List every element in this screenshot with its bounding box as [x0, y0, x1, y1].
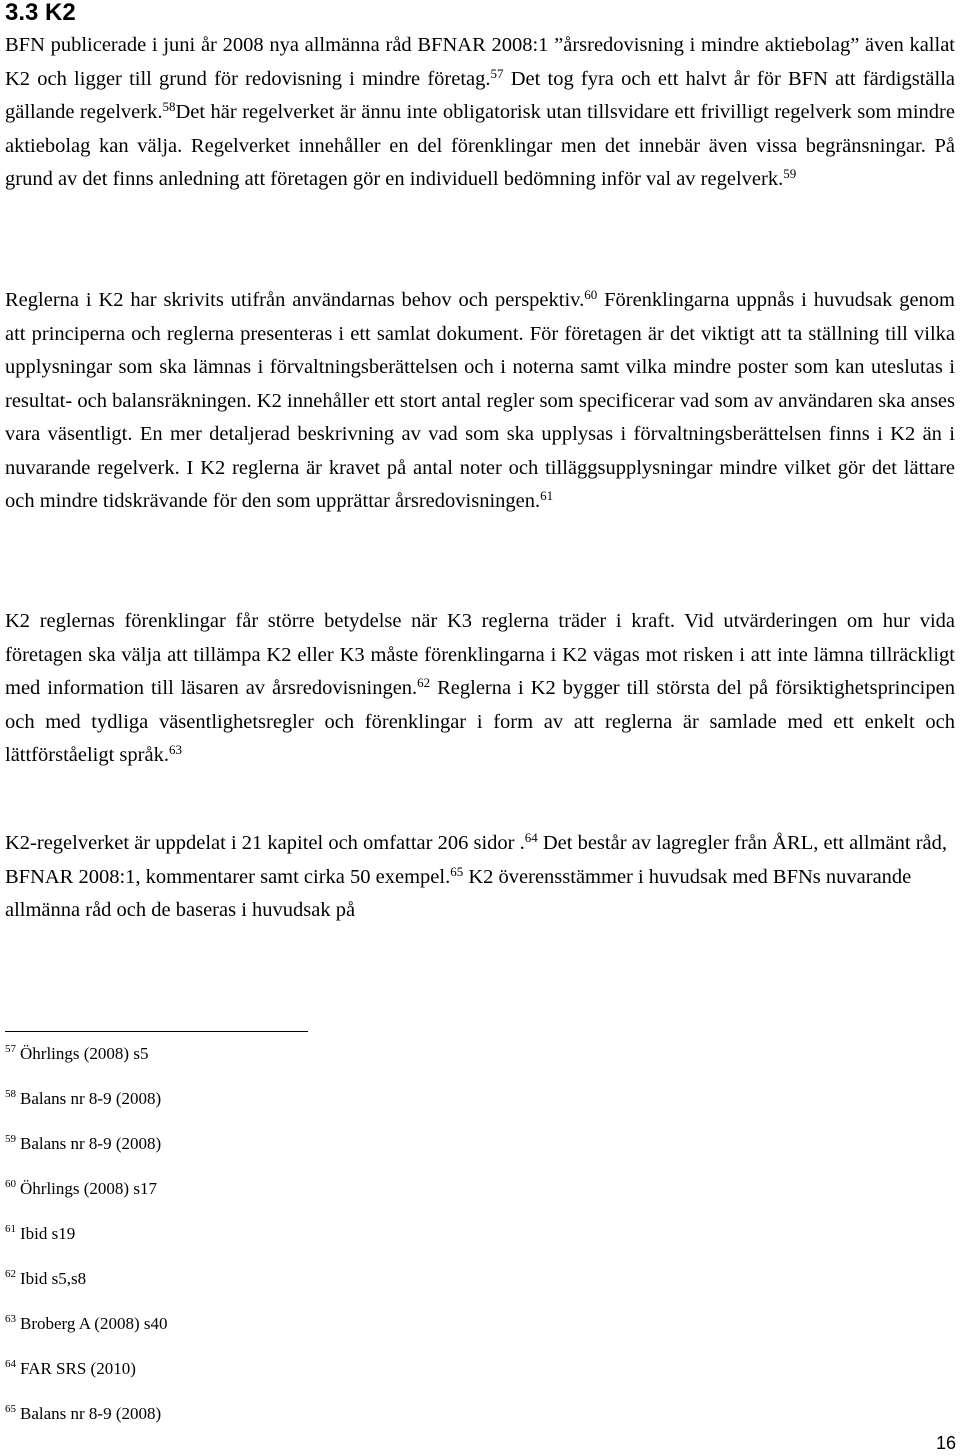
- footnote-ref-62[interactable]: 62: [417, 675, 431, 690]
- paragraph-1-text-a: BFN publicerade i juni år 2008 nya allmänna råd BFNAR 2008:1 ”årsredovisning i mindre aktiebolag” även kallat K2 och ligger till grund för redovisning i mindre företag.: [5, 34, 955, 90]
- paragraph-3-text-a: K2 reglernas förenklingar får större betydelse när K3 reglerna träder i kraft. Vid utvärderingen om hur vida företagen ska välja att tillämpa K2 eller K3 måste förenklingarna i K2 vägas mot risken i att inte lämna tillräckligt med information till läsaren av årsredovisningen.: [5, 610, 955, 699]
- footnote-number: 61: [5, 1223, 16, 1235]
- footnote-number: 60: [5, 1178, 16, 1190]
- footnote-number: 58: [5, 1088, 16, 1100]
- section-heading: 3.3 K2: [5, 0, 76, 26]
- footnote-65: [5, 1403, 161, 1425]
- footnote-62: [5, 1268, 86, 1290]
- paragraph-1: [5, 29, 955, 197]
- paragraph-3: [5, 605, 955, 773]
- footnote-58: [5, 1088, 161, 1110]
- footnote-57: [5, 1043, 148, 1065]
- paragraph-2: [5, 284, 955, 519]
- footnote-number: 57: [5, 1043, 16, 1055]
- paragraph-4-text-b: Det består av lagregler från ÅRL, ett allmänt råd, BFNAR 2008:1, kommentarer samt cirka 50 exempel.: [5, 832, 947, 888]
- footnote-ref-58[interactable]: 58: [162, 99, 176, 114]
- footnote-number: 63: [5, 1313, 16, 1325]
- paragraph-4: [5, 827, 955, 928]
- footnote-number: 64: [5, 1358, 16, 1370]
- footnote-text: Ibid s5,s8: [20, 1269, 87, 1288]
- paragraph-2-text-b: Förenklingarna uppnås i huvudsak genom att principerna och reglerna presenteras i ett samlat dokument. För företagen är det viktigt att ta ställning till vilka upplysningar som ska lämnas i förvaltningsberättelsen och i noterna samt vilka mindre poster som kan uteslutas i resultat- och balansräkningen. K2 innehåller ett stort antal regler som specificerar vad som av användaren ska anses vara väsentligt. En mer detaljerad beskrivning av vad som ska upplysas i förvaltningsberättelsen finns i K2 än i nuvarande regelverk. I K2 reglerna är kravet på antal noter och tilläggsupplysningar mindre vilket gör det lättare och mindre tidskrävande för den som upprättar årsredovisningen.: [5, 289, 955, 512]
- footnote-ref-65[interactable]: 65: [450, 863, 464, 879]
- footnote-ref-59[interactable]: 59: [783, 166, 797, 181]
- footnote-text: Öhrlings (2008) s5: [20, 1044, 149, 1063]
- footnote-text: Ibid s19: [20, 1224, 76, 1243]
- paragraph-4-text-a: K2-regelverket är uppdelat i 21 kapitel och omfattar 206 sidor .: [5, 832, 525, 854]
- footnote-ref-57[interactable]: 57: [490, 65, 504, 81]
- footnote-text: Broberg A (2008) s40: [20, 1314, 168, 1333]
- footnote-number: 62: [5, 1268, 16, 1280]
- footnote-63: [5, 1313, 168, 1335]
- footnote-number: 59: [5, 1133, 16, 1145]
- footnote-text: FAR SRS (2010): [20, 1359, 136, 1378]
- paragraph-4-text-c: K2 överensstämmer i huvudsak med BFNs nuvarande allmänna råd och de baseras i huvudsak på: [5, 865, 912, 921]
- footnote-64: [5, 1358, 136, 1380]
- paragraph-1-text-c: Det här regelverket är ännu inte obligatorisk utan tillsvidare ett frivilligt regelverk som mindre aktiebolag kan välja. Regelverket innehåller en del förenklingar men det innebär även vissa begränsningar. På grund av det finns anledning att företagen gör en individuell bedömning inför val av regelverk.: [5, 101, 955, 190]
- footnote-60: [5, 1178, 157, 1200]
- footnote-59: [5, 1133, 161, 1155]
- footnote-number: 65: [5, 1403, 16, 1415]
- footnote-text: Balans nr 8-9 (2008): [20, 1404, 162, 1423]
- footnote-61: [5, 1223, 75, 1245]
- footnote-text: Balans nr 8-9 (2008): [20, 1134, 162, 1153]
- footnote-ref-63[interactable]: 63: [168, 742, 182, 757]
- page-number: 16: [935, 1433, 956, 1453]
- paragraph-3-text-b: Reglerna i K2 bygger till största del på försiktighetsprincipen och med tydliga väsentlighetsregler och förenklingar i form av att reglerna är samlade med ett enkelt och lättförståeligt språk.: [5, 677, 955, 766]
- paragraph-2-text-a: Reglerna i K2 har skrivits utifrån användarnas behov och perspektiv.: [5, 289, 585, 311]
- paragraph-1-text-b: Det tog fyra och ett halvt år för BFN att färdigställa gällande regelverk.: [5, 67, 955, 123]
- footnote-separator: [5, 1031, 308, 1032]
- footnote-ref-61[interactable]: 61: [540, 488, 554, 503]
- footnote-ref-64[interactable]: 64: [524, 830, 538, 845]
- footnote-text: Öhrlings (2008) s17: [20, 1179, 157, 1198]
- footnote-text: Balans nr 8-9 (2008): [20, 1089, 162, 1108]
- footnote-ref-60[interactable]: 60: [584, 287, 598, 302]
